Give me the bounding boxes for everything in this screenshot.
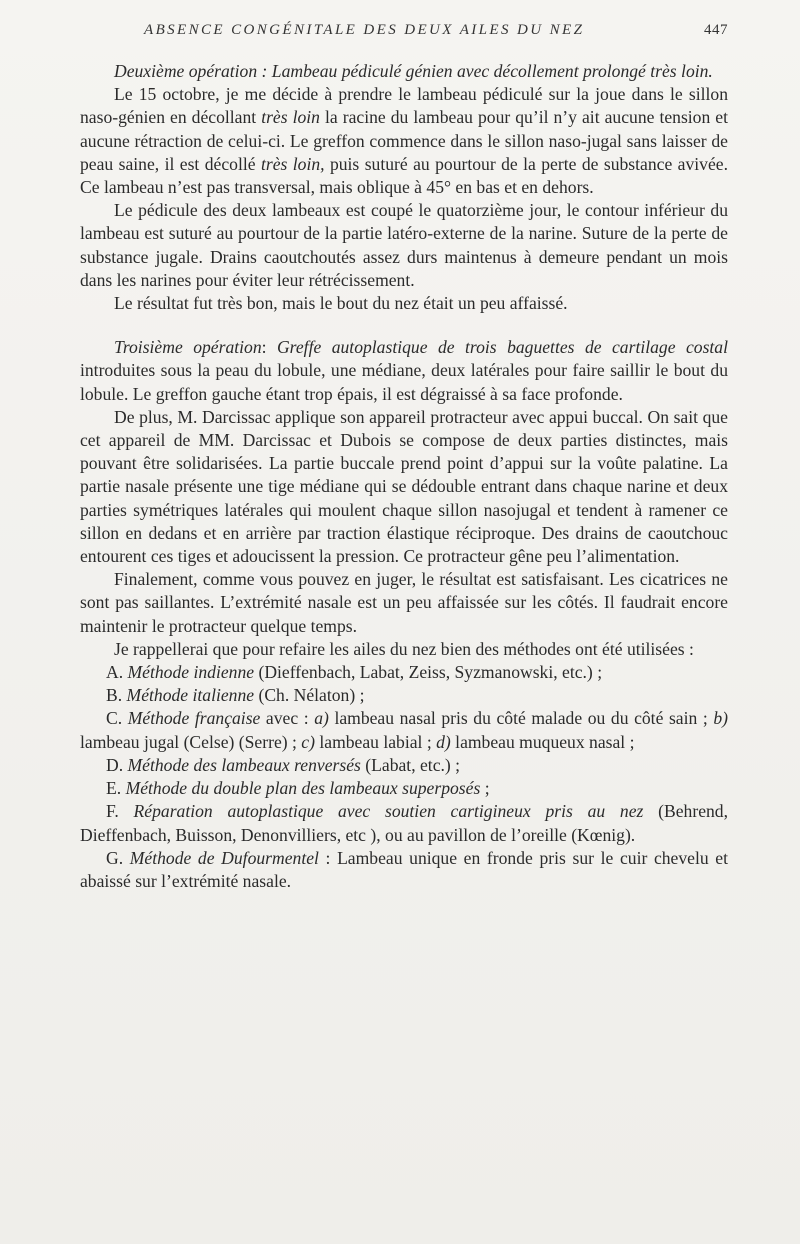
method-detail: (Labat, etc.) ;: [360, 754, 461, 775]
method-name: Méthode de Dufourmentel: [129, 847, 319, 868]
method-name: Méthode française: [127, 708, 261, 729]
method-detail: ;: [480, 778, 490, 799]
method-detail: (Ch. Nélaton) ;: [254, 685, 365, 706]
paragraph-methods-intro: Je rappellerai que pour refaire les ailes du nez bien des méthodes ont été utilisées :: [114, 638, 694, 659]
article-body: [80, 60, 728, 893]
text-run: Le 15 octobre, je me décide à prendre le lambeau pédiculé sur la joue dans le sillon naso-génien en décollant: [80, 84, 728, 128]
list-item: [80, 684, 728, 707]
method-name: Méthode indienne: [127, 662, 255, 683]
paragraph-pedicle: Le pédicule des deux lambeaux est coupé le quatorzième jour, le contour inférieur du lambeau est suturé au pourtour de la partie latéro-externe de la narine. Suture de la perte de substance jugale. Drains caoutchoutés assez durs maintenus à demeure pendant un mois dans les narines pour éviter leur rétrécissement.: [80, 200, 728, 290]
paragraph-third-operation: [80, 336, 728, 406]
method-detail: (Behrend, Dieffenbach, Buisson, Denonvilliers, etc ), ou au pavillon de l’oreille (Kœnig).: [80, 801, 728, 845]
running-header: [80, 22, 728, 60]
list-letter: D.: [106, 754, 124, 775]
method-name: Méthode du double plan des lambeaux superposés: [125, 778, 481, 799]
list-letter: A.: [106, 662, 124, 683]
list-letter: G.: [106, 847, 124, 868]
list-item: [80, 777, 728, 800]
emphasis: très loin: [261, 107, 320, 128]
text-run: puis suturé au pourtour de la perte de substance avivée. Ce lambeau n’est pas transversal, mais oblique à 45° en bas et en dehors.: [80, 153, 728, 198]
list-item: [80, 707, 728, 753]
method-detail: lambeau muqueux nasal ;: [450, 731, 635, 752]
method-name: Méthode italienne: [126, 685, 255, 706]
method-name: Méthode des lambeaux renversés: [127, 754, 361, 775]
text-run: :: [261, 337, 277, 358]
method-detail: lambeau nasal pris du côté malade ou du côté sain ;: [328, 708, 714, 729]
method-detail: lambeau labial ;: [314, 731, 437, 752]
list-item: [80, 754, 728, 777]
sub-letter: b): [713, 708, 729, 729]
emphasis: très loin,: [260, 153, 325, 174]
sub-letter: d): [436, 731, 451, 752]
list-item: [80, 847, 728, 893]
text-run: la racine du lambeau pour qu’il n’y ait aucune tension et aucune rétraction de celui-ci. Le greffon commence dans le sillon naso-jugal sans laisser de peau saine, il est décollé: [80, 107, 728, 174]
list-item: [80, 661, 728, 684]
list-letter: F.: [106, 801, 119, 822]
running-title: ABSENCE CONGÉNITALE DES DEUX AILES DU NEZ: [144, 22, 585, 38]
method-detail: (Dieffenbach, Labat, Zeiss, Syzmanowski, etc.) ;: [254, 662, 603, 683]
method-detail: lambeau jugal (Celse) (Serre) ;: [80, 731, 302, 752]
sub-letter: c): [301, 731, 315, 752]
paragraph-second-operation: [80, 83, 728, 199]
page-number: 447: [704, 22, 728, 38]
method-detail: avec :: [260, 708, 315, 729]
method-name: Réparation autoplastique avec soutien cartigineux pris au nez: [133, 801, 644, 822]
methods-list: [80, 661, 728, 893]
paragraph-protractor: De plus, M. Darcissac applique son appareil protracteur avec appui buccal. On sait que cet appareil de MM. Darcissac et Dubois se compose de deux parties distinctes, mais pouvant être solidarisées. La partie buccale prend point d’appui sur la voûte palatine. La partie nasale présente une tige médiane qui se dédouble entrant dans chaque narine et deux parties symétriques latérales qui moulent chaque sillon nasojugal et tendent à ramener ce sillon en dedans et en arrière par traction élastique réciproque. Des drains de caoutchouc entourent ces tiges et adoucissent la pression. Ce protracteur gêne peu l’alimentation.: [80, 406, 728, 567]
paragraph-second-operation-title: Deuxième opération : Lambeau pédiculé génien avec décollement prolongé très loin.: [114, 61, 713, 81]
sub-letter: a): [314, 708, 329, 729]
paragraph-result: Le résultat fut très bon, mais le bout du nez était un peu affaissé.: [114, 293, 568, 314]
list-letter: C.: [106, 708, 123, 729]
emphasis: Greffe autoplastique de trois baguettes de cartilage costal: [276, 337, 728, 358]
list-letter: B.: [106, 685, 123, 706]
emphasis: Troisième opération: [114, 337, 262, 358]
paragraph-conclusion: Finalement, comme vous pouvez en juger, le résultat est satisfaisant. Les cicatrices ne sont pas saillantes. L’extrémité nasale est un peu affaissée sur les côtés. Il faudrait encore maintenir le protracteur quelque temps.: [80, 569, 728, 636]
text-run: introduites sous la peau du lobule, une médiane, deux latérales pour faire saillir le bout du lobule. Le greffon gauche étant trop épais, il est dégraissé à sa face profonde.: [80, 360, 728, 404]
list-item: [80, 800, 728, 846]
method-detail: : Lambeau unique en fronde pris sur le cuir chevelu et abaissé sur l’extrémité nasale.: [80, 847, 728, 891]
list-letter: E.: [106, 778, 122, 799]
